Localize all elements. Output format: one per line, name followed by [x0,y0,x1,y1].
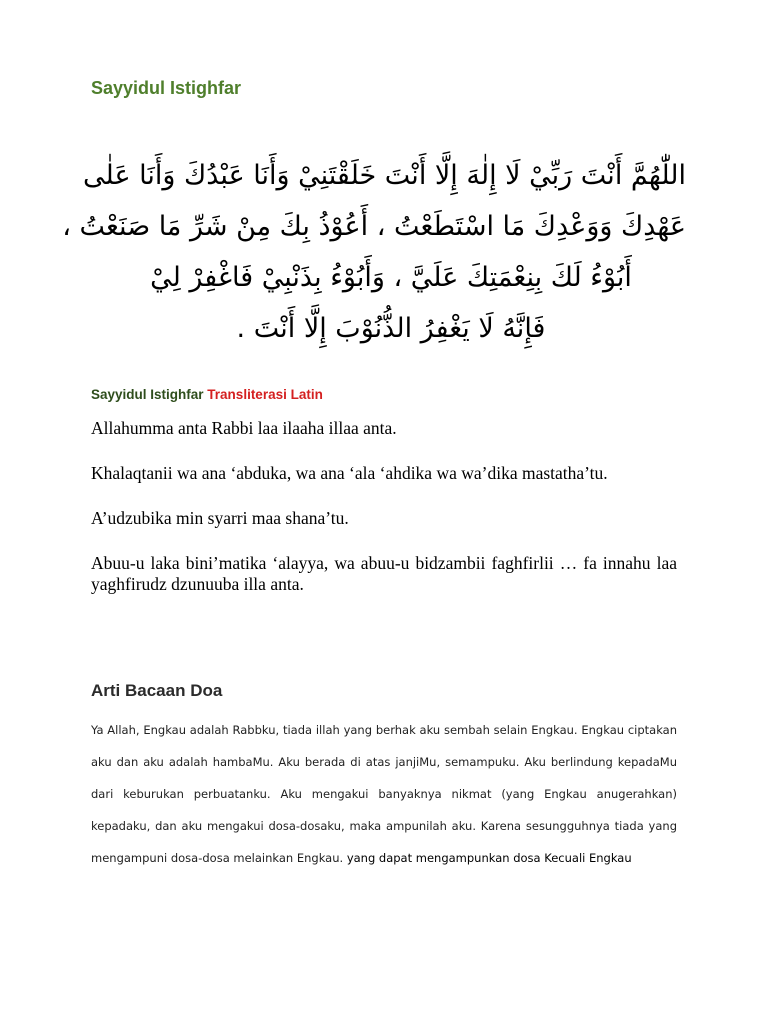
page-title: Sayyidul Istighfar [91,78,242,98]
arabic-line: عَهْدِكَ وَوَعْدِكَ مَا اسْتَطَعْتُ ، أَعُوْذُ بِكَ مِنْ شَرِّ مَا صَنَعْتُ ، [62,211,686,242]
transliteration-heading [91,386,323,404]
transliteration-paragraph: Abuu-u laka bini’matika ‘alayya, wa abuu-u bidzambii faghfirlii … fa innahu laa yaghfirudz dzunuuba illa anta. [91,553,677,594]
meaning-paragraph [91,714,677,874]
arabic-prayer-text [62,150,686,354]
transliteration-heading-title: Sayyidul Istighfar [91,387,204,402]
arabic-line: فَإِنَّهُ لَا يَغْفِرُ الذُّنُوْبَ إِلَّا أَنْتَ . [236,313,546,344]
transliteration-paragraph: Khalaqtanii wa ana ‘abduka, wa ana ‘ala ‘ahdika wa wa’dika mastatha’tu. [91,463,608,483]
transliteration-heading-label: Transliterasi Latin [207,387,323,402]
meaning-text: Ya Allah, Engkau adalah Rabbku, tiada illah yang berhak aku sembah selain Engkau. Engkau ciptakan aku dan aku adalah hambaMu. Aku berada di atas janjiMu, semampuku. Aku berlindung kepadaMu dari keburukan perbuatanku. Aku mengakui banyaknya nikmat (yang Engkau anugerahkan) kepadaku, dan aku mengakui dosa-dosaku, maka ampunilah aku. Karena sesungguhnya tiada yang mengampuni dosa-dosa melainkan Engkau. [91,723,677,865]
meaning-emphasis-text: yang dapat mengampunkan dosa Kecuali Engkau [346,851,632,865]
transliteration-paragraph: Allahumma anta Rabbi laa ilaaha illaa anta. [91,418,397,438]
arabic-line: اللّٰهُمَّ أَنْتَ رَبِّيْ لَا إِلٰهَ إِلَّا أَنْتَ خَلَقْتَنِيْ وَأَنَا عَبْدُكَ وَأَنَا عَلٰى [83,160,686,191]
transliteration-paragraph: A’udzubika min syarri maa shana’tu. [91,508,349,528]
transliteration-block [91,418,677,619]
arabic-line: أَبُوْءُ لَكَ بِنِعْمَتِكَ عَلَيَّ ، وَأَبُوْءُ بِذَنْبِيْ فَاغْفِرْ لِيْ [150,262,632,293]
meaning-heading: Arti Bacaan Doa [91,681,223,700]
